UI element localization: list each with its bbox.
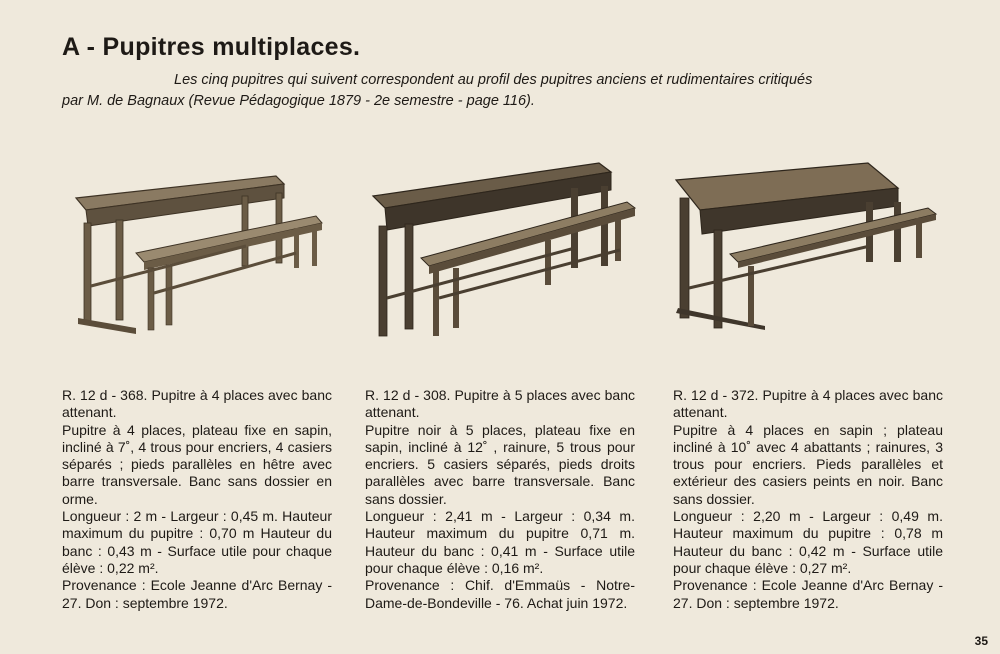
caption-description: Pupitre à 4 places en sapin ; plateau incliné à 10˚ avec 4 abattants ; rainures, 3 trous pour encriers. Pieds parallèles et extérieur des casiers peints en noir. Banc sans dossier. [673,421,943,507]
caption-dimensions: Longueur : 2,41 m - Largeur : 0,34 m. Hauteur maximum du pupitre 0,71 m. Hauteur du banc : 0,41 m - Surface utile pour chaque élève : 0,16 m². [365,508,635,576]
intro-line-2: par M. de Bagnaux (Revue Pédagogique 1879 - 2e semestre - page 116). [62,93,535,109]
desk-photo-1 [66,168,336,336]
caption-desk-2 [365,387,635,612]
intro-paragraph [62,70,922,112]
desk-illustration-1 [66,168,336,336]
page-title: A - Pupitres multiplaces. [62,33,361,61]
caption-provenance: Provenance : Ecole Jeanne d'Arc Bernay - 27. Don : septembre 1972. [62,577,332,611]
caption-ref: R. 12 d - 308. Pupitre à 5 places avec banc attenant. [365,387,635,421]
caption-dimensions: Longueur : 2,20 m - Largeur : 0,49 m. Hauteur maximum du pupitre : 0,78 m Hauteur du banc : 0,42 m - Surface utile pour chaque élève : 0,27 m². [673,508,943,576]
desk-photo-2 [365,158,650,338]
desk-illustration-3 [670,158,955,333]
caption-dimensions: Longueur : 2 m - Largeur : 0,45 m. Hauteur maximum du pupitre : 0,70 m Hauteur du banc : 0,43 m - Surface utile pour chaque élève : 0,22 m². [62,508,332,576]
intro-line-1: Les cinq pupitres qui suivent correspondent au profil des pupitres anciens et rudimentaires critiqués [174,72,813,88]
desk-photo-3 [670,158,955,333]
caption-ref: R. 12 d - 372. Pupitre à 4 places avec banc attenant. [673,387,943,421]
caption-provenance: Provenance : Ecole Jeanne d'Arc Bernay - 27. Don : septembre 1972. [673,577,943,611]
desk-illustration-2 [365,158,650,338]
caption-description: Pupitre noir à 5 places, plateau fixe en sapin, incliné à 12˚ , rainure, 5 trous pour encriers. 5 casiers séparés, pieds droits parallèles avec barre transversale. Banc sans dossier. [365,421,635,507]
caption-ref: R. 12 d - 368. Pupitre à 4 places avec banc attenant. [62,387,332,421]
page-number: 35 [974,634,988,648]
caption-desk-1 [62,387,332,612]
caption-description: Pupitre à 4 places, plateau fixe en sapin, incliné à 7˚, 4 trous pour encriers, 4 casiers séparés ; pieds parallèles en hêtre avec barre transversale. Banc sans dossier en orme. [62,421,332,507]
caption-desk-3 [673,387,943,612]
caption-provenance: Provenance : Chif. d'Emmaüs - Notre-Dame-de-Bondeville - 76. Achat juin 1972. [365,577,635,611]
